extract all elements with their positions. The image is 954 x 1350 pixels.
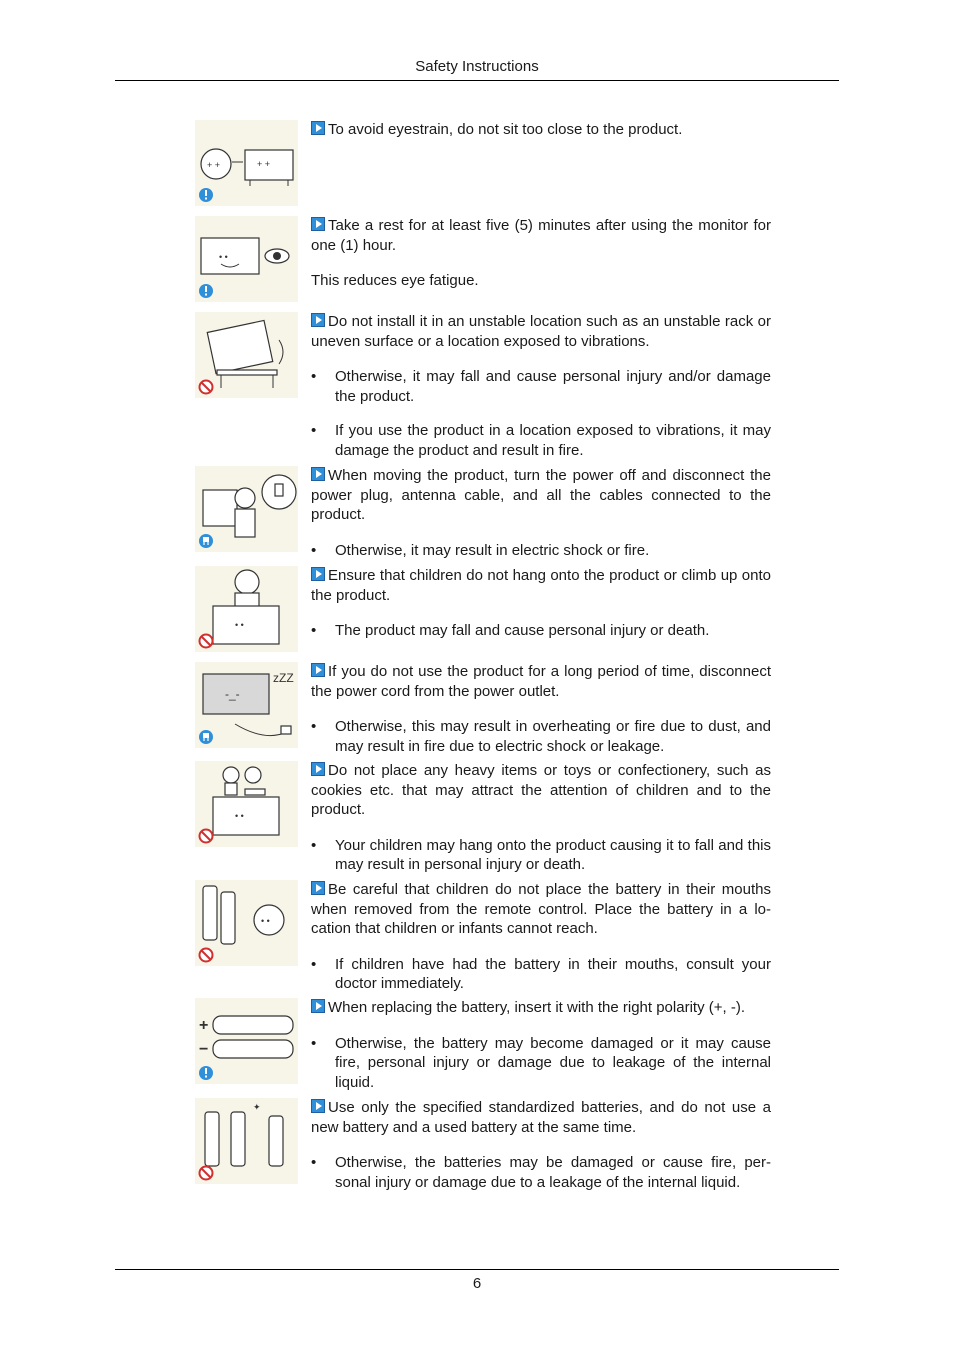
unplug-icon: [199, 534, 213, 548]
arrow-marker-icon: [311, 217, 325, 231]
bullet-item: [311, 836, 771, 875]
battery-polarity-illustration: [195, 998, 298, 1084]
entry-lead-text: When moving the product, turn the power off and disconnect the power plug, antenna cable, and all the cables connected to the product.: [311, 467, 771, 523]
rest-eyes-illustration: [195, 216, 298, 302]
bullet-item: [311, 955, 771, 994]
entry-text: [311, 1098, 771, 1207]
entry-text: [311, 761, 771, 890]
entry-text: [311, 662, 771, 771]
svg-text:✦: ✦: [253, 1102, 261, 1112]
bullet-text: Otherwise, it may fall and cause personal injury and/or damage the product.: [335, 368, 771, 405]
entry-note: This reduces eye fatigue.: [311, 272, 479, 289]
svg-text:+ +: + +: [207, 160, 221, 170]
prohibited-icon: [200, 949, 213, 962]
prohibited-icon: [200, 1167, 213, 1180]
prohibited-icon: [200, 635, 213, 648]
bullet-item: [311, 421, 771, 460]
arrow-marker-icon: [311, 467, 325, 481]
child-climbing-illustration: [195, 566, 298, 652]
child-battery-illustration: [195, 880, 298, 966]
page-header-title: Safety Instructions: [415, 58, 539, 75]
bullet-text: If you use the product in a location exposed to vibrations, it may damage the product and result in fire.: [335, 422, 771, 459]
bullet-dot-icon: •: [311, 1034, 317, 1052]
entry-lead-text: Do not install it in an unstable location such as an unstable rack or uneven surface or a location exposed to vibrations.: [311, 313, 771, 350]
svg-text:−: −: [199, 1041, 209, 1058]
bullet-item: [311, 1153, 771, 1192]
svg-text:-_-: -_-: [225, 687, 240, 701]
entry-lead: [311, 312, 771, 351]
sleeping-monitor-illustration: [195, 662, 298, 748]
bullet-dot-icon: •: [311, 955, 317, 973]
bullet-text: If children have had the battery in their mouths, consult your doctor immediately.: [335, 955, 771, 992]
entry-lead: [311, 466, 771, 525]
bullet-text: The product may fall and cause personal injury or death.: [335, 622, 710, 639]
moving-product-illustration: [195, 466, 298, 552]
bullet-item: [311, 367, 771, 406]
entry-lead-text: Take a rest for at least five (5) minutes after using the monitor for one (1) hour.: [311, 217, 771, 254]
page-number: 6: [472, 1275, 482, 1292]
bullet-dot-icon: •: [311, 541, 317, 559]
bullet-text: Otherwise, it may result in electric shock or fire.: [335, 541, 650, 559]
prohibited-icon: [200, 381, 213, 394]
arrow-marker-icon: [311, 663, 325, 677]
entry-lead: [311, 662, 771, 701]
svg-text:zZZ: zZZ: [273, 671, 294, 685]
toys-on-monitor-illustration: [195, 761, 298, 847]
arrow-marker-icon: [311, 1099, 325, 1113]
bullet-text: Otherwise, this may result in overheating or fire due to dust, and may result in fire due to electric shock or leakage.: [335, 718, 771, 755]
bullet-dot-icon: •: [311, 622, 317, 639]
mixed-batteries-illustration: [195, 1098, 298, 1184]
footer-rule: [115, 1269, 839, 1270]
arrow-marker-icon: [311, 999, 325, 1013]
svg-text:• •: • •: [261, 916, 270, 926]
entry-lead-text: Ensure that children do not hang onto the product or climb up onto the product.: [311, 567, 771, 604]
arrow-marker-icon: [311, 313, 325, 327]
svg-text:• •: • •: [235, 620, 244, 630]
bullet-item: [311, 717, 771, 756]
entry-lead: [311, 566, 771, 605]
arrow-marker-icon: [311, 567, 325, 581]
bullet-text: Otherwise, the battery may become damaged or it may cause fire, personal injury or damage due to leakage of the internal liquid.: [335, 1034, 771, 1091]
bullet-text: Otherwise, the batteries may be damaged or cause fire, per-sonal injury or damage due to a leakage of the internal liquid.: [335, 1154, 771, 1191]
bullet-item: [311, 621, 771, 641]
entry-lead: [311, 761, 771, 820]
entry-lead-text: Be careful that children do not place the battery in their mouths when removed from the remote control. Place the battery in a lo-cation that children or infants cannot reach.: [311, 881, 771, 937]
arrow-marker-icon: [311, 121, 325, 135]
entry-lead: [311, 216, 771, 255]
notice-icon: [199, 188, 213, 202]
entry-text: [311, 216, 771, 307]
entry-text: [311, 880, 771, 1009]
entry-lead: [311, 120, 771, 140]
prohibited-icon: [200, 830, 213, 843]
svg-text:+ +: + +: [257, 159, 271, 169]
entry-lead: [311, 880, 771, 939]
entry-text: [311, 312, 771, 475]
svg-text:+: +: [199, 1017, 209, 1034]
bullet-item: [311, 541, 771, 561]
arrow-marker-icon: [311, 762, 325, 776]
notice-icon: [199, 1066, 213, 1080]
entry-lead-text: If you do not use the product for a long period of time, disconnect the power cord from the power outlet.: [311, 663, 771, 700]
unplug-icon: [199, 730, 213, 744]
bullet-text: Your children may hang onto the product causing it to fall and this may result in personal injury or death.: [335, 836, 771, 873]
bullet-dot-icon: •: [311, 422, 317, 439]
svg-text:• •: • •: [219, 252, 228, 262]
bullet-dot-icon: •: [311, 718, 317, 735]
notice-icon: [199, 284, 213, 298]
entry-lead-text: Use only the specified standardized batteries, and do not use a new battery and a used battery at the same time.: [311, 1099, 771, 1136]
entry-lead-text: Do not place any heavy items or toys or confectionery, such as cookies etc. that may attract the attention of children and to the product.: [311, 762, 771, 818]
svg-text:• •: • •: [235, 811, 244, 821]
entry-lead-text: When replacing the battery, insert it with the right polarity (+, -).: [328, 999, 745, 1016]
eye-distance-illustration: [195, 120, 298, 206]
header-rule: [115, 80, 839, 81]
bullet-dot-icon: •: [311, 368, 317, 385]
entry-lead: [311, 1098, 771, 1137]
entry-text: [311, 566, 771, 656]
entry-lead: [311, 998, 771, 1018]
arrow-marker-icon: [311, 881, 325, 895]
bullet-dot-icon: •: [311, 836, 317, 854]
unstable-rack-illustration: [195, 312, 298, 398]
bullet-dot-icon: •: [311, 1154, 317, 1171]
entry-lead-text: To avoid eyestrain, do not sit too close to the product.: [328, 121, 683, 138]
entry-text: [311, 120, 771, 156]
bullet-item: [311, 1034, 771, 1093]
entry-text: [311, 998, 771, 1107]
entry-text: [311, 466, 771, 575]
